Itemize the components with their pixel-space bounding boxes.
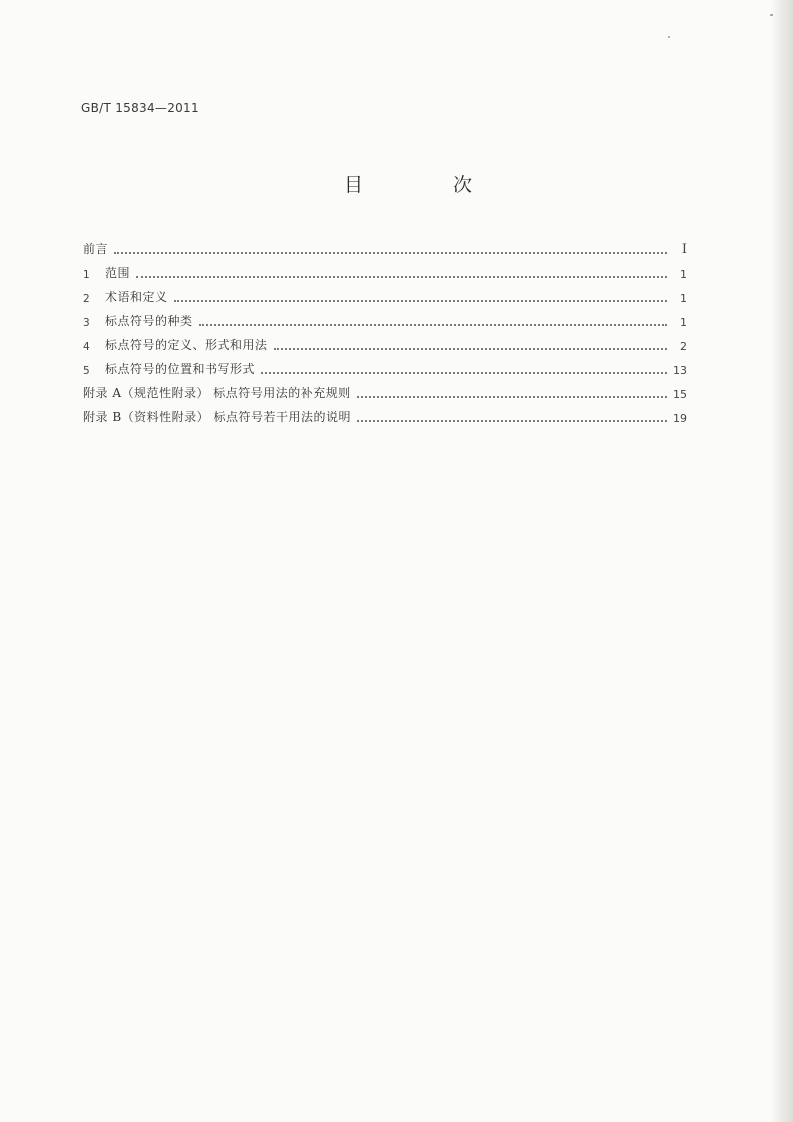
scan-speck <box>770 14 773 16</box>
dot-leader <box>357 419 667 422</box>
toc-entry-title: 附录 A（规范性附录） 标点符号用法的补充规则 <box>83 386 351 400</box>
toc-entry-scope[interactable] <box>83 257 687 281</box>
toc-entry-terms[interactable] <box>83 281 687 305</box>
dot-leader <box>357 395 667 398</box>
toc-entry-page: 1 <box>680 292 687 305</box>
toc-entry-foreword[interactable] <box>83 233 687 257</box>
toc-entry-number: 5 <box>83 365 90 377</box>
dot-leader <box>199 323 667 326</box>
toc-entry-appendix-b[interactable] <box>83 401 687 425</box>
toc-entry-title: 范围 <box>105 266 131 280</box>
dot-leader <box>274 347 667 350</box>
toc-entry-page: 1 <box>680 316 687 329</box>
toc-entry-position[interactable] <box>83 353 687 377</box>
toc-entry-page: 1 <box>680 268 687 281</box>
toc-entry-title: 标点符号的定义、形式和用法 <box>105 338 268 352</box>
page-edge-shadow <box>771 0 793 1122</box>
toc-entry-definitions[interactable] <box>83 329 687 353</box>
toc-entry-number: 2 <box>83 293 90 305</box>
toc-title: 目 次 <box>344 174 515 196</box>
toc-entry-number: 1 <box>83 269 90 281</box>
toc-entry-page: 2 <box>680 340 687 353</box>
toc-entry-title: 附录 B（资料性附录） 标点符号若干用法的说明 <box>83 410 351 424</box>
toc-entry-page: 19 <box>673 412 687 425</box>
toc-entry-title: 前言 <box>83 242 109 256</box>
table-of-contents <box>83 233 687 425</box>
dot-leader <box>261 371 667 374</box>
scan-speck <box>668 36 670 38</box>
toc-entry-appendix-a[interactable] <box>83 377 687 401</box>
toc-entry-title: 标点符号的种类 <box>105 314 193 328</box>
toc-entry-number: 4 <box>83 341 90 353</box>
toc-entry-title: 标点符号的位置和书写形式 <box>105 362 256 376</box>
toc-entry-number: 3 <box>83 317 90 329</box>
toc-entry-page: 13 <box>673 364 687 377</box>
toc-entry-title: 术语和定义 <box>105 290 168 304</box>
standard-code: GB/T 15834—2011 <box>81 101 199 115</box>
toc-entry-page: 15 <box>673 388 687 401</box>
toc-entry-types[interactable] <box>83 305 687 329</box>
dot-leader <box>136 275 667 278</box>
dot-leader <box>174 299 667 302</box>
dot-leader <box>114 251 667 254</box>
toc-entry-page: Ⅰ <box>681 242 687 257</box>
